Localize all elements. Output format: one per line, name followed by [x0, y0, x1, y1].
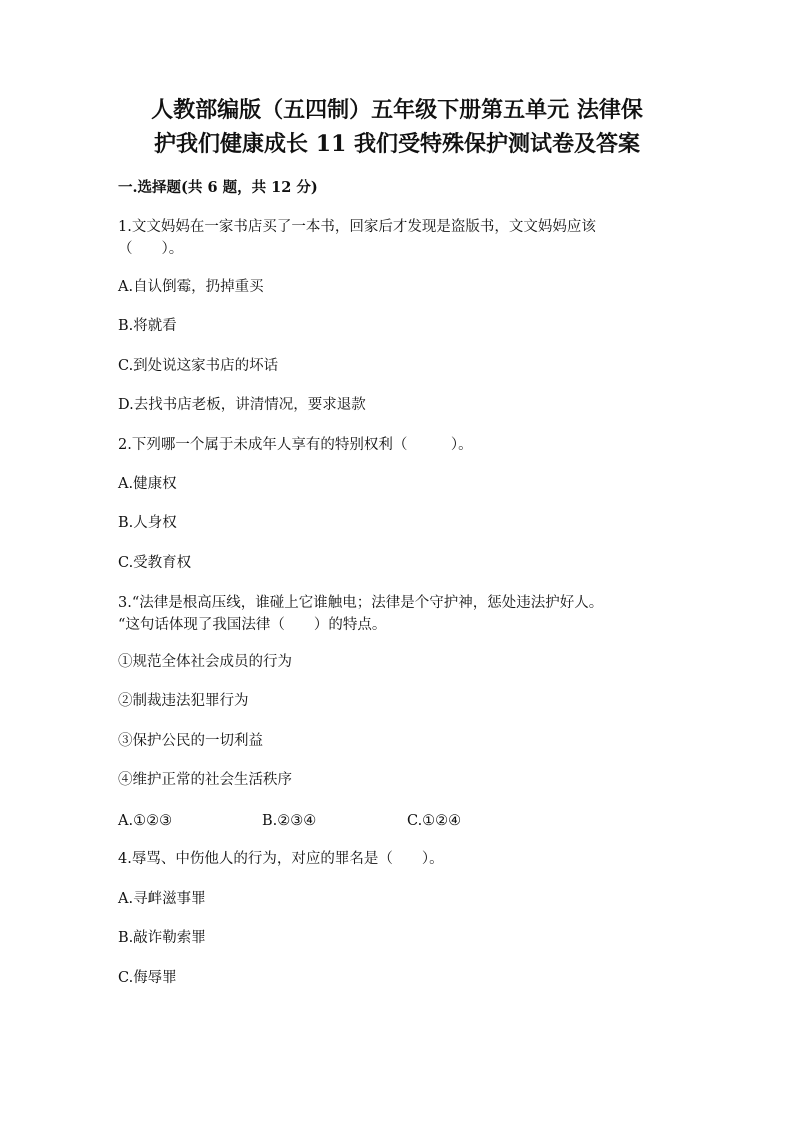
question-3-option-b: B.②③④ — [262, 813, 317, 829]
question-3-stem-line-2: “这句话体现了我国法律（ ）的特点。 — [118, 617, 387, 633]
question-4-option-a: A.寻衅滋事罪 — [118, 891, 206, 907]
document-title-line-1: 人教部编版（五四制）五年级下册第五单元 法律保 — [151, 97, 643, 123]
question-2-option-b: B.人身权 — [118, 515, 177, 531]
question-3-option-a: A.①②③ — [118, 813, 173, 829]
question-2-stem: 2.下列哪一个属于未成年人享有的特别权利（ ）。 — [118, 437, 473, 453]
section-heading: 一.选择题(共 6 题，共 12 分) — [118, 179, 318, 196]
question-2-option-a: A.健康权 — [118, 476, 177, 492]
question-4-option-c: C.侮辱罪 — [118, 970, 177, 986]
question-1-option-b: B.将就看 — [118, 318, 177, 334]
question-3-statement-4: ④维护正常的社会生活秩序 — [118, 772, 292, 788]
question-1-option-c: C.到处说这家书店的坏话 — [118, 358, 279, 374]
question-4-stem: 4.辱骂、中伤他人的行为，对应的罪名是（ ）。 — [118, 851, 444, 867]
question-3-stem-line-1: 3.“法律是根高压线，谁碰上它谁触电；法律是个守护神，惩处违法护好人。 — [118, 595, 604, 611]
question-3-option-c: C.①②④ — [407, 813, 462, 829]
question-1-stem-line-1: 1.文文妈妈在一家书店买了一本书，回家后才发现是盗版书，文文妈妈应该 — [118, 219, 596, 235]
question-3-options-row — [118, 808, 678, 834]
question-1-option-a: A.自认倒霉，扔掉重买 — [118, 279, 264, 295]
question-3-statement-2: ②制裁违法犯罪行为 — [118, 693, 249, 709]
question-3-statement-1: ①规范全体社会成员的行为 — [118, 654, 292, 670]
question-2-option-c: C.受教育权 — [118, 555, 192, 571]
question-1-stem-line-2: （ ）。 — [118, 241, 184, 257]
question-3-statement-3: ③保护公民的一切利益 — [118, 733, 263, 749]
document-title-line-2: 护我们健康成长 11 我们受特殊保护测试卷及答案 — [154, 131, 640, 157]
question-4-option-b: B.敲诈勒索罪 — [118, 930, 206, 946]
question-1-option-d: D.去找书店老板，讲清情况，要求退款 — [118, 397, 366, 413]
